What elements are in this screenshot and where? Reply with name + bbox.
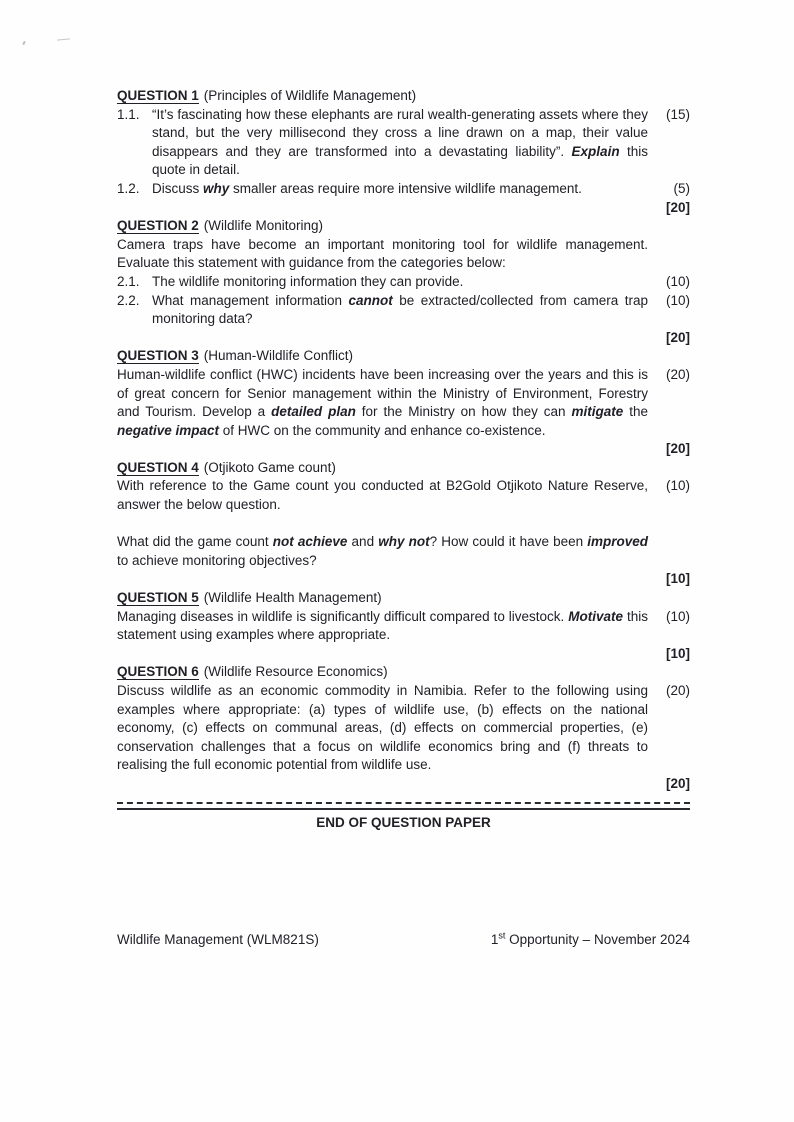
question-1-heading bbox=[117, 87, 690, 106]
question-6-topic: (Wildlife Resource Economics) bbox=[203, 664, 388, 680]
item-text: What management information cannot be extracted/collected from camera trap monitoring data? bbox=[152, 292, 649, 327]
question-4-topic: (Otjikoto Game count) bbox=[203, 459, 336, 475]
intro-text: Camera traps have become an important monitoring tool for wildlife management. Evaluate this statement with guidance from the categories below: bbox=[117, 236, 648, 271]
question-5-topic: (Wildlife Health Management) bbox=[203, 590, 382, 606]
end-separator bbox=[117, 802, 690, 810]
dashed-rule bbox=[117, 802, 690, 807]
page-footer bbox=[117, 931, 690, 950]
question-1-total-marks: [20] bbox=[665, 199, 690, 215]
question-6-total-marks: [20] bbox=[665, 775, 690, 791]
blank-line bbox=[117, 515, 690, 534]
question-body-row bbox=[117, 477, 690, 514]
question-2-total-marks: [20] bbox=[665, 329, 690, 345]
scan-artifact bbox=[22, 41, 26, 45]
body-text: With reference to the Game count you conducted at B2Gold Otjikoto Nature Reserve, answer the below question. bbox=[117, 478, 648, 513]
footer-opportunity-ordinal: st bbox=[498, 930, 506, 941]
scan-artifact bbox=[57, 38, 70, 40]
item-number: 2.2. bbox=[117, 292, 140, 308]
item-marks: (5) bbox=[673, 180, 690, 196]
question-3-total-marks: [20] bbox=[665, 441, 690, 457]
question-paper-content bbox=[117, 87, 690, 832]
item-text: Discuss why smaller areas require more intensive wildlife management. bbox=[152, 180, 582, 196]
question-item-row bbox=[117, 292, 690, 329]
item-marks: (20) bbox=[665, 683, 690, 698]
question-body-row bbox=[117, 366, 690, 440]
question-intro-row bbox=[117, 236, 690, 273]
question-5-heading bbox=[117, 589, 690, 608]
body-text: Managing diseases in wildlife is significantly difficult compared to livestock. Motivate this statement using examples where appropriate. bbox=[117, 608, 648, 643]
question-body-row bbox=[117, 608, 690, 645]
question-2-heading bbox=[117, 217, 690, 236]
question-6-block bbox=[117, 663, 690, 793]
question-3-topic: (Human-Wildlife Conflict) bbox=[203, 348, 354, 364]
question-3-number: QUESTION 3 bbox=[117, 348, 199, 364]
question-body-row bbox=[117, 533, 690, 570]
question-3-heading bbox=[117, 347, 690, 366]
question-3-block bbox=[117, 347, 690, 459]
question-6-heading bbox=[117, 663, 690, 682]
question-5-total-marks: [10] bbox=[665, 645, 690, 661]
question-4-block bbox=[117, 459, 690, 589]
item-number: 1.1. bbox=[117, 106, 140, 122]
question-4-heading bbox=[117, 459, 690, 478]
body-text: Discuss wildlife as an economic commodity in Namibia. Refer to the following using examples where appropriate: (a) types of wildlife use, (b) effects on the national economy, (c) effects on communal areas, (d) effects on commercial properties, (e) conservation challenges that a focus on wildlife economics bring and (f) threats to realising the full economic potential from wildlife use. bbox=[117, 683, 648, 773]
end-of-paper-label: END OF QUESTION PAPER bbox=[316, 814, 491, 830]
item-marks: (15) bbox=[665, 106, 690, 122]
footer-opportunity bbox=[491, 931, 690, 950]
question-6-number: QUESTION 6 bbox=[117, 664, 199, 680]
question-body-row bbox=[117, 682, 690, 775]
body-text: What did the game count not achieve and why not? How could it have been improved to achieve monitoring objectives? bbox=[117, 534, 649, 568]
item-marks: (10) bbox=[665, 478, 690, 494]
footer-opportunity-number: 1 bbox=[490, 932, 499, 947]
question-item-row bbox=[117, 180, 690, 199]
footer-opportunity-text: Opportunity – November 2024 bbox=[505, 932, 690, 947]
item-number: 1.2. bbox=[117, 180, 140, 196]
item-text: The wildlife monitoring information they can provide. bbox=[152, 273, 464, 289]
question-4-total-marks: [10] bbox=[665, 571, 690, 587]
question-item-row bbox=[117, 106, 690, 180]
question-5-block bbox=[117, 589, 690, 663]
solid-rule bbox=[117, 808, 690, 810]
body-text: Human-wildlife conflict (HWC) incidents have been increasing over the years and this is of great concern for Senior management within the Ministry of Environment, Forestry and Tourism. Develop a detailed plan for the Ministry on how they can mitigate the negative impact of HWC on the community and enhance co-existence. bbox=[117, 366, 648, 438]
item-marks: (10) bbox=[665, 273, 690, 289]
item-text: “It’s fascinating how these elephants are rural wealth-generating assets where they stand, but the very millisecond they cross a line drawn on a map, their value disappears and they are transformed into a devastating liability”. Explain this quote in detail. bbox=[152, 106, 648, 178]
item-marks: (20) bbox=[665, 366, 690, 382]
question-item-row bbox=[117, 273, 690, 292]
question-5-number: QUESTION 5 bbox=[117, 590, 199, 606]
footer-course-code: Wildlife Management (WLM821S) bbox=[117, 932, 319, 947]
question-4-number: QUESTION 4 bbox=[117, 459, 199, 475]
item-number: 2.1. bbox=[117, 273, 140, 289]
item-marks: (10) bbox=[665, 608, 690, 624]
question-2-block bbox=[117, 217, 690, 347]
item-marks: (10) bbox=[665, 292, 690, 308]
question-2-topic: (Wildlife Monitoring) bbox=[203, 218, 324, 234]
question-2-number: QUESTION 2 bbox=[117, 218, 199, 234]
question-1-number: QUESTION 1 bbox=[117, 88, 199, 103]
question-1-topic: (Principles of Wildlife Management) bbox=[203, 88, 417, 103]
question-1-block bbox=[117, 87, 690, 217]
